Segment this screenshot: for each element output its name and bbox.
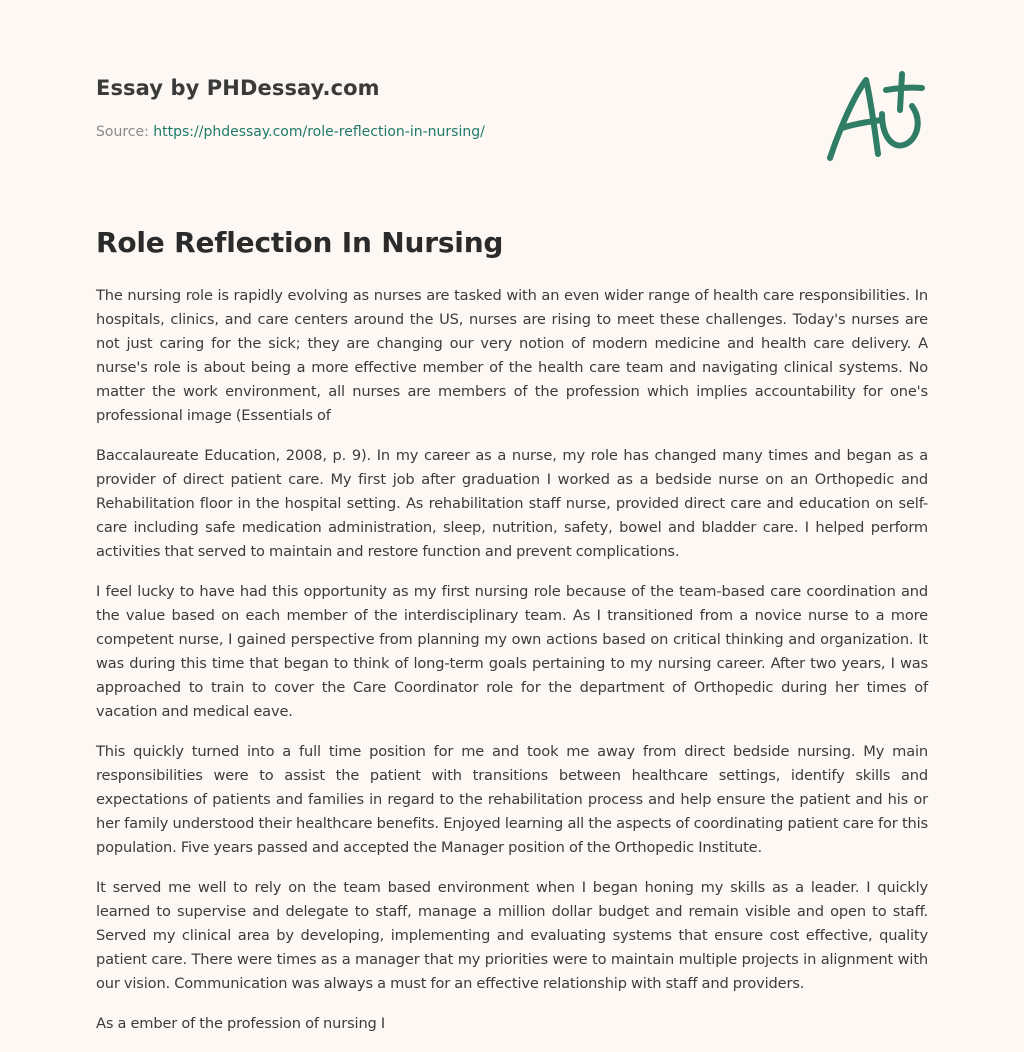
essay-paragraph: The nursing role is rapidly evolving as nurses are tasked with an even wider range of health care responsibilities. In hospitals, clinics, and care centers around the US, nurses are rising to meet these challenges. Today's nurses are not just caring for the sick; they are changing our very notion of modern medicine and health care delivery. A nurse's role is about being a more effective member of the health care team and navigating clinical systems. No matter the work environment, all nurses are members of the profession which implies accountability for one's professional image (Essentials of	[96, 287, 928, 424]
source-line	[96, 124, 485, 140]
brand-title: Essay by PHDessay.com	[96, 76, 380, 100]
essay-paragraph: This quickly turned into a full time position for me and took me away from direct bedside nursing. My main responsibilities were to assist the patient with transitions between healthcare settings, identify skills and expectations of patients and families in regard to the rehabilitation process and help ensure the patient and his or her family understood their healthcare benefits. Enjoyed learning all the aspects of coordinating patient care for this population. Five years passed and accepted the Manager position of the Orthopedic Institute.	[96, 743, 928, 856]
essay-title: Role Reflection In Nursing	[96, 226, 504, 259]
essay-paragraph: It served me well to rely on the team based environment when I began honing my skills as a leader. I quickly learned to supervise and delegate to staff, manage a million dollar budget and remain visible and open to staff. Served my clinical area by developing, implementing and evaluating systems that ensure cost effective, quality patient care. There were times as a manager that my priorities were to maintain multiple projects in alignment with our vision. Communication was always a must for an effective relationship with staff and providers.	[96, 879, 928, 992]
a-plus-logo-icon	[820, 66, 930, 166]
essay-paragraph: I feel lucky to have had this opportunity as my first nursing role because of the team-based care coordination and the value based on each member of the interdisciplinary team. As I transitioned from a novice nurse to a more competent nurse, I gained perspective from planning my own actions based on critical thinking and organization. It was during this time that began to think of long-term goals pertaining to my nursing career. After two years, I was approached to train to cover the Care Coordinator role for the department of Orthopedic during her times of vacation and medical eave.	[96, 583, 928, 720]
source-label: Source:	[96, 124, 154, 140]
essay-paragraph: Baccalaureate Education, 2008, p. 9). In my career as a nurse, my role has changed many times and began as a provider of direct patient care. My first job after graduation I worked as a bedside nurse on an Orthopedic and Rehabilitation floor in the hospital setting. As rehabilitation staff nurse, provided direct care and education on self-care including safe medication administration, sleep, nutrition, safety, bowel and bladder care. I helped perform activities that served to maintain and restore function and prevent complications.	[96, 447, 928, 560]
source-link[interactable]: https://phdessay.com/role-reflection-in-nursing/	[153, 124, 485, 140]
essay-paragraph: As a ember of the profession of nursing I	[96, 1015, 386, 1032]
essay-body	[96, 284, 928, 1052]
